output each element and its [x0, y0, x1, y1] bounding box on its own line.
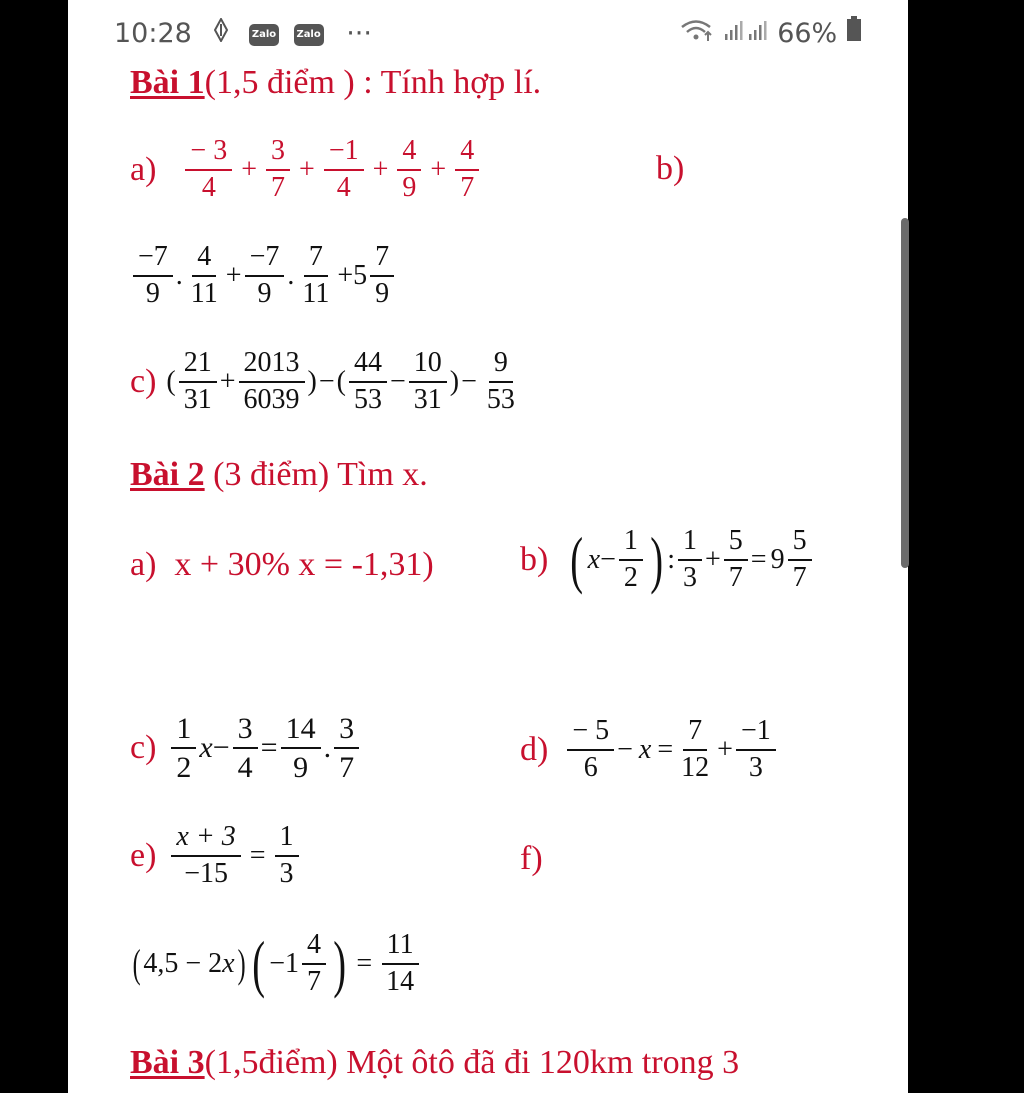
navigation-icon: [214, 18, 237, 49]
paren: (: [252, 927, 265, 999]
numerator: −7: [133, 242, 173, 277]
section-3-title: Bài 3: [130, 1044, 205, 1081]
denominator: 3: [279, 857, 294, 889]
operator: +: [372, 153, 389, 185]
operator: −: [617, 733, 633, 765]
label-1a: a): [130, 150, 157, 188]
section-1-title: Bài 1: [130, 64, 205, 101]
section-3-subtitle: (1,5điểm) Một ôtô đã đi 120km trong 3: [204, 1044, 740, 1081]
fraction: [245, 242, 285, 310]
scrollbar-thumb[interactable]: [901, 218, 909, 568]
denominator: 31: [183, 383, 212, 415]
expr-2a: x + 30% x = -1,31): [174, 546, 434, 583]
fraction: [239, 348, 305, 416]
denominator: 7: [271, 171, 286, 203]
operator: −: [390, 365, 406, 397]
label-2f: f): [520, 840, 543, 877]
denominator: 7: [460, 171, 475, 203]
operator: +: [219, 365, 236, 397]
battery-icon: [846, 18, 862, 49]
fraction: [185, 136, 232, 204]
operator: .: [175, 259, 183, 291]
operator: .: [287, 259, 295, 291]
wifi-icon: [680, 18, 723, 49]
variable: x: [587, 543, 601, 575]
paren: ): [650, 523, 663, 595]
operator: +: [241, 153, 258, 185]
battery-percent: 66%: [777, 18, 838, 49]
numerator: 11: [382, 930, 419, 965]
denominator: 9: [145, 277, 160, 309]
whole-number: 9: [770, 543, 785, 575]
fraction: [233, 712, 258, 784]
denominator: 2: [623, 561, 638, 593]
operator: =: [249, 839, 266, 871]
fraction: [676, 716, 714, 784]
denominator: 31: [413, 383, 442, 415]
denominator: 6039: [243, 383, 300, 415]
denominator: 7: [728, 561, 743, 593]
operator: =: [356, 947, 373, 979]
denominator: 4: [201, 171, 216, 203]
expr-1c: [166, 348, 523, 416]
problem-2d: [520, 716, 779, 784]
operator: +: [704, 543, 721, 575]
problem-1a: [130, 136, 482, 204]
fraction: [334, 712, 359, 784]
paren: ): [307, 365, 317, 397]
operator: =: [750, 543, 767, 575]
problem-2b: [520, 523, 815, 595]
denominator: 9: [257, 277, 272, 309]
fraction: [324, 136, 364, 204]
numerator: 21: [179, 348, 217, 383]
expr-1a: [182, 136, 482, 204]
numerator: −7: [245, 242, 285, 277]
denominator: 11: [190, 277, 218, 309]
numerator: 7: [304, 242, 328, 277]
zalo-app-icon-2: Zalo: [294, 24, 324, 46]
operator: −: [318, 365, 335, 397]
denominator: 53: [486, 383, 515, 415]
label-2d: d): [520, 730, 549, 768]
paren: (: [570, 523, 584, 595]
denominator: 7: [792, 561, 807, 593]
fraction: [788, 526, 812, 594]
operator: −: [600, 543, 616, 575]
label-1c: c): [130, 362, 157, 400]
fraction: [179, 348, 217, 416]
fraction: [297, 242, 334, 310]
fraction: [275, 822, 299, 890]
fraction: [482, 348, 520, 416]
clock: 10:28: [114, 18, 192, 49]
paren: ): [449, 365, 460, 397]
variable: x: [199, 731, 213, 764]
problem-1c: [130, 348, 523, 416]
zalo-app-icon: Zalo: [249, 24, 279, 46]
numerator: 3: [334, 712, 359, 749]
numerator: − 3: [185, 136, 232, 171]
numerator: 4: [397, 136, 421, 171]
numerator: −1: [324, 136, 364, 171]
fraction: [455, 136, 479, 204]
fraction: [567, 716, 614, 784]
denominator: 53: [354, 383, 382, 415]
fraction: [281, 712, 321, 784]
signal-icon: [723, 18, 778, 49]
operator: :: [667, 543, 675, 575]
paren: (: [132, 940, 141, 986]
denominator: 2: [176, 751, 192, 784]
label-1b: b): [656, 150, 685, 187]
expr-1b: [130, 242, 397, 310]
numerator: 5: [788, 526, 812, 561]
denominator: 6: [583, 751, 598, 783]
operator: −: [212, 731, 230, 764]
expr-2f: [130, 927, 422, 999]
denominator: 3: [682, 561, 697, 593]
fraction: [619, 526, 643, 594]
fraction: [381, 930, 419, 998]
whole-number: 5: [353, 259, 368, 291]
variable: x: [222, 947, 235, 979]
operator: +: [430, 153, 447, 185]
fraction: [349, 348, 387, 416]
denominator: 12: [681, 751, 710, 783]
numerator: 9: [489, 348, 513, 383]
numerator: − 5: [567, 716, 614, 751]
numerator: 7: [370, 242, 394, 277]
denominator: 9: [402, 171, 417, 203]
fraction: [266, 136, 290, 204]
fraction: [409, 348, 447, 416]
fraction: [171, 822, 240, 890]
denominator: 7: [307, 965, 321, 997]
section-1-heading: [130, 64, 541, 102]
denominator: 4: [237, 751, 253, 784]
term: 4,5 − 2: [143, 947, 223, 979]
document-page: [68, 0, 908, 1093]
operator: =: [657, 733, 674, 765]
label-2b: b): [520, 540, 549, 578]
operator: +: [337, 259, 354, 291]
section-2-title: Bài 2: [130, 456, 205, 493]
denominator: 11: [302, 277, 330, 309]
denominator: −15: [184, 857, 228, 889]
numerator: x + 3: [171, 822, 240, 857]
section-1-subtitle: (1,5 điểm ) : Tính hợp lí.: [204, 64, 542, 101]
section-3-heading: [130, 1044, 739, 1082]
label-2c: c): [130, 729, 157, 766]
fraction: [370, 242, 394, 310]
section-2-subtitle: (3 điểm) Tìm x.: [204, 456, 428, 493]
denominator: 9: [293, 751, 309, 784]
numerator: 1: [678, 526, 702, 561]
fraction: [171, 712, 196, 784]
denominator: 4: [336, 171, 351, 203]
numerator: 10: [409, 348, 447, 383]
numerator: 5: [724, 526, 748, 561]
fraction: [736, 716, 776, 784]
problem-2a: [130, 546, 434, 584]
numerator: 4: [455, 136, 479, 171]
numerator: 4: [302, 930, 326, 965]
fraction: [397, 136, 421, 204]
operator: +: [299, 153, 315, 185]
fraction: [302, 930, 326, 998]
problem-2c: [130, 712, 362, 784]
denominator: 7: [339, 751, 355, 784]
paren: (: [336, 365, 346, 397]
numerator: 4: [192, 242, 216, 277]
paren: ): [237, 940, 246, 986]
more-notifications: ···: [346, 18, 372, 49]
operator: =: [260, 731, 278, 764]
fraction: [724, 526, 748, 594]
fraction: [678, 526, 702, 594]
numerator: 14: [281, 712, 321, 749]
status-bar-right: [680, 14, 862, 54]
expr-2b: [566, 523, 814, 595]
operator: .: [323, 731, 332, 764]
paren: (: [166, 365, 176, 397]
numerator: 3: [266, 136, 290, 171]
operator: +: [717, 733, 733, 765]
numerator: 1: [619, 526, 643, 561]
denominator: 9: [375, 277, 390, 309]
section-2-heading: [130, 456, 428, 494]
denominator: 3: [748, 751, 763, 783]
paren: ): [333, 927, 347, 999]
expr-2e: [168, 822, 301, 890]
operator: −: [461, 365, 477, 397]
numerator: −1: [736, 716, 776, 751]
whole-number: −1: [269, 947, 299, 979]
numerator: 44: [349, 348, 387, 383]
numerator: 1: [275, 822, 299, 857]
status-bar-left: [114, 14, 372, 54]
expr-2c: [168, 712, 362, 784]
numerator: 3: [233, 712, 258, 749]
problem-2e: [130, 822, 302, 890]
numerator: 1: [171, 712, 196, 749]
operator: +: [225, 259, 242, 291]
numerator: 2013: [239, 348, 305, 383]
label-2a: a): [130, 546, 157, 583]
numerator: 7: [683, 716, 707, 751]
expr-2d: [564, 716, 778, 784]
fraction: [186, 242, 223, 310]
label-2e: e): [130, 836, 157, 874]
fraction: [133, 242, 173, 310]
denominator: 14: [386, 965, 415, 997]
variable: x: [638, 733, 652, 765]
